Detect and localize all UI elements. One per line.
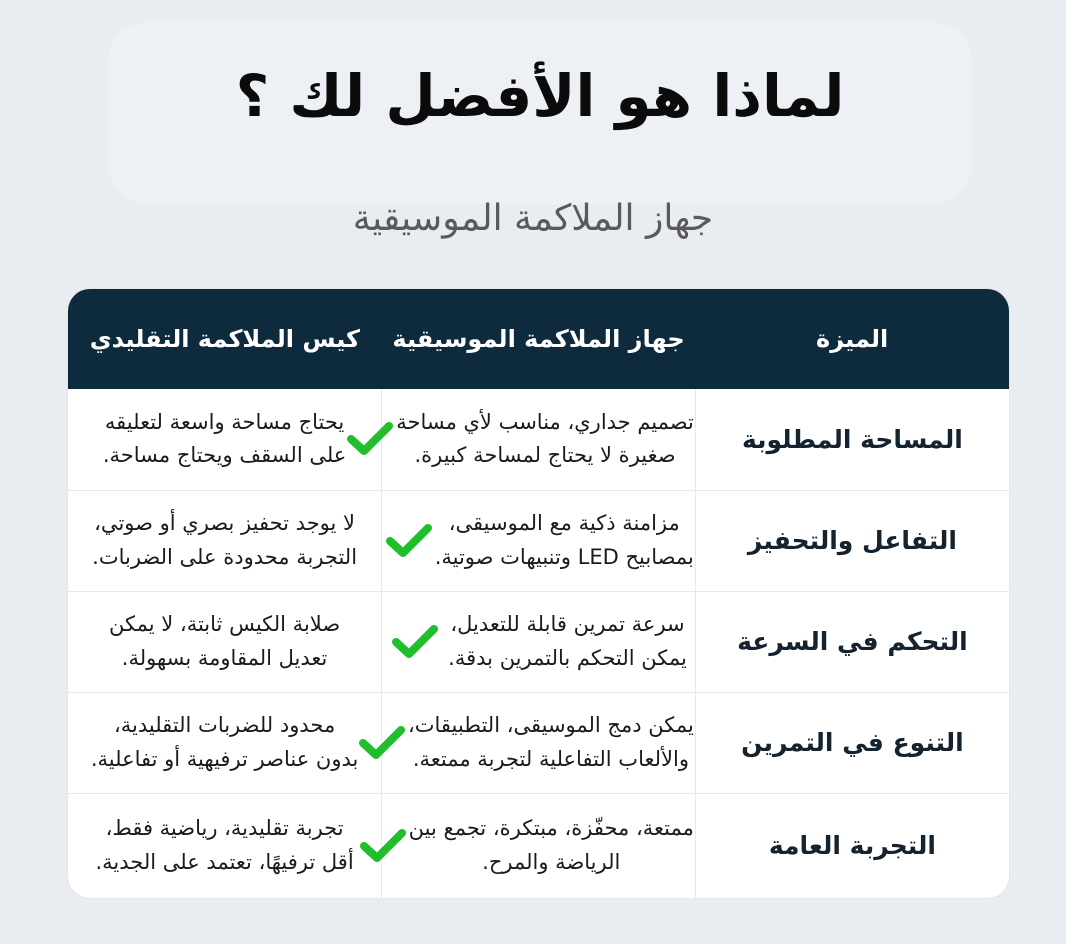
check-icon bbox=[358, 723, 406, 763]
bag-text-line: تجربة تقليدية، رياضية فقط، bbox=[105, 816, 344, 841]
device-text-line: ممتعة، محفّزة، مبتكرة، تجمع بين bbox=[408, 816, 694, 841]
device-text-line: يمكن دمج الموسيقى، التطبيقات، bbox=[407, 712, 694, 737]
device-text bbox=[435, 507, 694, 574]
table-row bbox=[68, 793, 1009, 898]
table-row bbox=[68, 490, 1009, 591]
bag-text-line: أقل ترفيهًا، تعتمد على الجدية. bbox=[95, 849, 354, 874]
device-cell bbox=[382, 591, 696, 692]
feature-cell: التحكم في السرعة bbox=[695, 591, 1009, 692]
device-text-line: والألعاب التفاعلية لتجربة ممتعة. bbox=[412, 746, 689, 771]
bag-text-line: محدود للضربات التقليدية، bbox=[113, 712, 336, 737]
comparison-table bbox=[68, 289, 1009, 898]
check-icon bbox=[391, 622, 439, 662]
check-icon bbox=[346, 419, 394, 459]
bag-cell bbox=[68, 692, 382, 793]
device-text-line: يمكن التحكم بالتمرين بدقة. bbox=[448, 645, 687, 670]
device-text-line: سرعة تمرين قابلة للتعديل، bbox=[450, 611, 685, 636]
device-text bbox=[441, 608, 694, 675]
bag-text-line: يحتاج مساحة واسعة لتعليقه bbox=[104, 409, 345, 434]
bag-cell bbox=[68, 793, 382, 898]
device-cell bbox=[382, 389, 696, 490]
bag-text-line: تعديل المقاومة بسهولة. bbox=[121, 645, 328, 670]
device-cell bbox=[382, 490, 696, 591]
bag-text-line: بدون عناصر ترفيهية أو تفاعلية. bbox=[90, 746, 359, 771]
bag-cell bbox=[68, 591, 382, 692]
header-bag: كيس الملاكمة التقليدي bbox=[89, 325, 360, 353]
table-row bbox=[68, 591, 1009, 692]
table-row bbox=[68, 389, 1009, 490]
device-text bbox=[396, 406, 694, 473]
feature-cell: التفاعل والتحفيز bbox=[695, 490, 1009, 591]
device-cell bbox=[382, 793, 696, 898]
header-device: جهاز الملاكمة الموسيقية bbox=[392, 325, 685, 353]
feature-cell: المساحة المطلوبة bbox=[695, 389, 1009, 490]
device-text-line: صغيرة لا يحتاج لمساحة كبيرة. bbox=[414, 443, 676, 468]
bag-text-line: التجربة محدودة على الضربات. bbox=[92, 544, 358, 569]
device-text bbox=[408, 709, 694, 776]
device-text bbox=[409, 812, 694, 879]
feature-cell: التنوع في التمرين bbox=[695, 692, 1009, 793]
bag-cell bbox=[68, 389, 382, 490]
page-subtitle: جهاز الملاكمة الموسيقية bbox=[352, 198, 714, 239]
check-icon bbox=[385, 521, 433, 561]
feature-cell: التجربة العامة bbox=[695, 793, 1009, 898]
device-cell bbox=[382, 692, 696, 793]
header-feature: الميزة bbox=[816, 325, 889, 353]
bag-text-line: لا يوجد تحفيز بصري أو صوتي، bbox=[94, 510, 356, 535]
bag-text-line: على السقف ويحتاج مساحة. bbox=[102, 443, 347, 468]
check-icon bbox=[359, 826, 407, 866]
device-text-line: مزامنة ذكية مع الموسيقى، bbox=[448, 510, 680, 535]
page-title: لماذا هو الأفضل لك ؟ bbox=[235, 62, 845, 130]
device-text-line: تصميم جداري، مناسب لأي مساحة bbox=[396, 409, 694, 434]
device-text-line: الرياضة والمرح. bbox=[482, 849, 621, 874]
bag-text-line: صلابة الكيس ثابتة، لا يمكن bbox=[109, 611, 341, 636]
table-row bbox=[68, 692, 1009, 793]
bag-cell bbox=[68, 490, 382, 591]
device-text-line: بمصابيح LED وتنبيهات صوتية. bbox=[434, 544, 694, 569]
table-header-row bbox=[68, 289, 1009, 389]
